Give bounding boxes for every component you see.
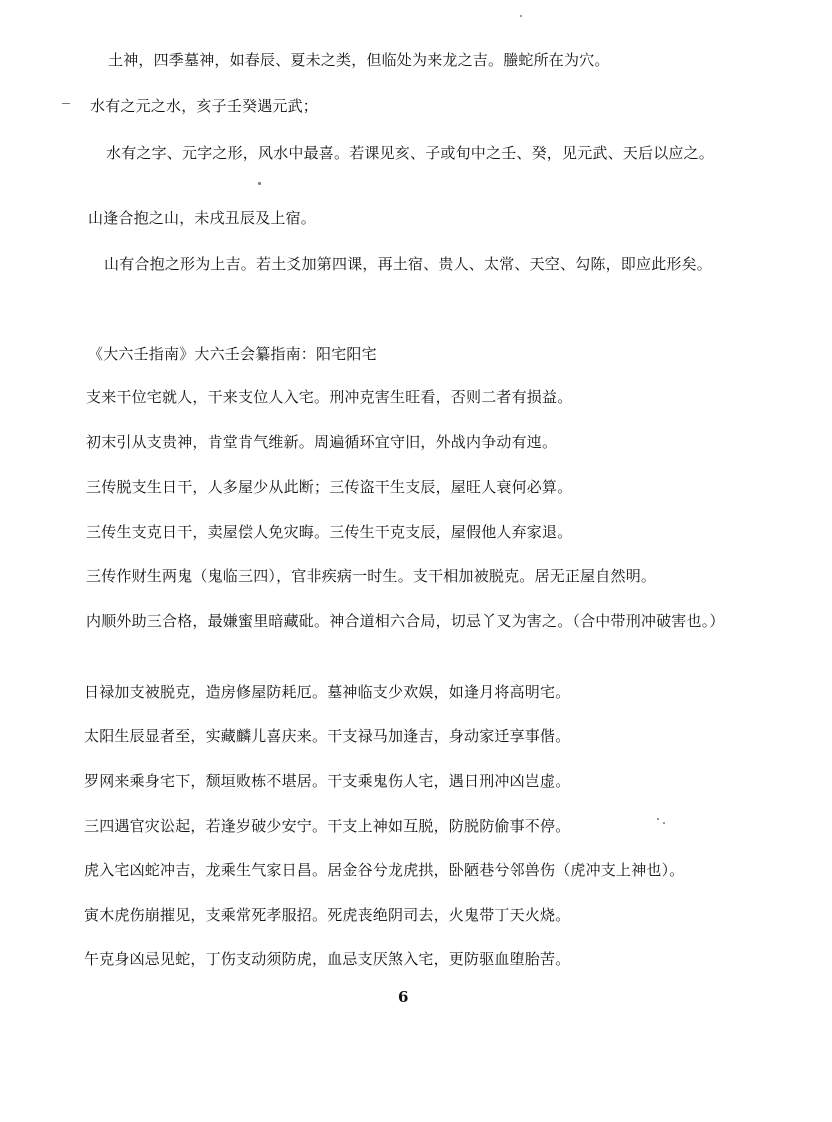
- verse-line: 山逢合抱之山，未戌丑辰及上宿。: [88, 209, 317, 227]
- verse-line: 水有之元之水，亥子壬癸遇元武；: [90, 97, 319, 115]
- verse-line: 太阳生辰显者至，实藏麟儿喜庆来。干支禄马加逢吉，身动家迁享事偕。: [84, 727, 571, 745]
- verse-line: 寅木虎伤崩摧见，支乘常死孝服招。死虎丧绝阴司去，火鬼带丁天火烧。: [84, 906, 571, 924]
- scan-speck: [663, 822, 665, 824]
- page-number: 6: [398, 988, 409, 1006]
- scan-speck: [258, 182, 261, 185]
- verse-line: 虎入宅凶蛇冲吉，龙乘生气家日昌。居金谷兮龙虎拱，卧陋巷兮邻兽伤（虎冲支上神也）。: [84, 861, 685, 879]
- scan-speck: [62, 103, 70, 104]
- verse-line: 日禄加支被脱克，造房修屋防耗厄。墓神临支少欢娱，如逢月将高明宅。: [84, 683, 571, 701]
- scan-speck: [657, 818, 659, 820]
- verse-line: 三传脱支生日干，人多屋少从此断；三传盗干生支辰，屋旺人衰何必算。: [86, 478, 573, 496]
- verse-line: 午克身凶忌见蛇，丁伤支动须防虎，血忌支厌煞入宅，更防驱血堕胎苦。: [84, 950, 571, 968]
- verse-line: 三传生支克日干，卖屋偿人免灾晦。三传生干克支辰，屋假他人弃家退。: [86, 523, 573, 541]
- verse-line: 初末引从支贵神，肯堂肯气维新。周遍循环宜守旧，外战内争动有迍。: [86, 433, 558, 451]
- text-line: 土神，四季墓神，如春辰、夏未之类，但临处为来龙之吉。螣蛇所在为穴。: [108, 51, 610, 69]
- verse-line: 三传作财生两鬼（鬼临三四），官非疾病一时生。支干相加被脱克。居无正屋自然明。: [86, 567, 657, 585]
- scan-speck: [520, 15, 522, 17]
- verse-line: 三四遇官灾讼起，若逢岁破少安宁。干支上神如互脱，防脱防偷事不停。: [84, 817, 571, 835]
- text-line: 水有之字、元字之形，风水中最喜。若课见亥、子或旬中之壬、癸，见元武、天后以应之。: [106, 144, 715, 162]
- verse-line: 罗网来乘身宅下，颓垣败栋不堪居。干支乘鬼伤人宅，遇日刑冲凶岂虚。: [84, 772, 571, 790]
- section-heading: 《大六壬指南》大六壬会纂指南：阳宅阳宅: [88, 345, 377, 363]
- verse-line: 支来干位宅就人，干来支位人入宅。刑冲克害生旺看，否则二者有损益。: [86, 388, 573, 406]
- text-line: 山有合抱之形为上吉。若土爻加第四课，再土宿、贵人、太常、天空、勾陈，即应此形矣。: [104, 255, 713, 273]
- verse-line: 内顺外助三合格，最嫌蜜里暗藏砒。神合道相六合局，切忌丫叉为害之。（合中带刑冲破害也。）: [86, 612, 725, 630]
